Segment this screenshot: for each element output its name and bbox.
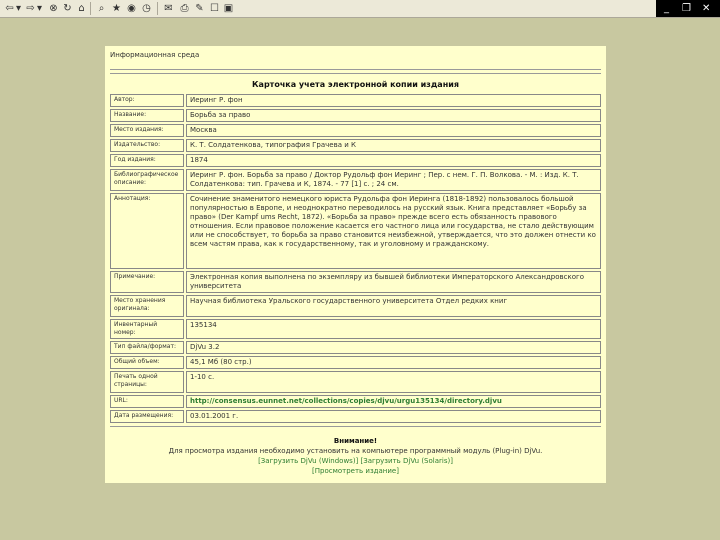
- row-value: DjVu 3.2: [186, 341, 601, 354]
- table-row: [110, 319, 601, 339]
- page-title: Карточка учета электронной копии издания: [252, 80, 459, 89]
- forward-icon[interactable]: ⇨: [26, 3, 35, 14]
- row-label: Год издания:: [110, 154, 184, 167]
- record-card: [105, 46, 606, 483]
- divider: [110, 69, 601, 70]
- row-value: Сочинение знаменитого немецкого юриста Рудольфа фон Иеринга (1818-1892) пользовалось большой популярностью в Европе, и неоднократно переводилось на русский язык. Книга представляет «Борьбу за право» (Der Kampf ums Recht, 1872). «Борьба за право» прежде всего есть обязанность правового отношения. Если правовое положение касается его частного лица или государства, не стало действующим или не способствует, то борьба за право становится неизбежной, утверждается, что это должен отнести ко всем частям права, как к государственному, так и уголовному и гражданскому.: [186, 193, 601, 269]
- divider: [110, 73, 601, 74]
- back-menu-icon[interactable]: ▾: [15, 3, 22, 14]
- table-row: [110, 356, 601, 369]
- row-value: Иеринг Р. фон. Борьба за право / Доктор Рудольф фон Иеринг ; Пер. с нем. Г. П. Волкова. - М. : Изд. К. Т. Солдатенкова: тип. Грачева и К, 1874. - 77 [1] с. ; 24 см.: [186, 169, 601, 191]
- row-label: Печать одной страницы:: [110, 371, 184, 393]
- row-value: Москва: [186, 124, 601, 137]
- table-row: [110, 295, 601, 317]
- window-controls: [656, 0, 720, 17]
- table-row: [110, 139, 601, 152]
- table-row: [110, 395, 601, 408]
- print-icon[interactable]: ⎙: [180, 3, 189, 14]
- favorites-icon[interactable]: ★: [112, 3, 121, 14]
- forward-menu-icon[interactable]: ▾: [36, 3, 43, 14]
- table-row: [110, 154, 601, 167]
- search-icon[interactable]: ⌕: [98, 3, 105, 14]
- row-label: Аннотация:: [110, 193, 184, 269]
- messenger-icon[interactable]: ▣: [223, 3, 234, 14]
- mail-icon[interactable]: ✉: [164, 3, 173, 14]
- back-icon[interactable]: ⇦: [5, 3, 14, 14]
- download-solaris-link[interactable]: [Загрузить DjVu (Solaris)]: [360, 457, 453, 465]
- minimize-button[interactable]: _: [664, 3, 669, 14]
- table-row: [110, 124, 601, 137]
- record-table: [108, 92, 603, 425]
- edit-icon[interactable]: ✎: [195, 3, 204, 14]
- history-icon[interactable]: ◷: [142, 3, 151, 14]
- home-icon[interactable]: ⌂: [78, 3, 85, 14]
- row-value: 1-10 с.: [186, 371, 601, 393]
- table-row: [110, 410, 601, 423]
- row-value: Научная библиотека Уральского государственного университета Отдел редких книг: [186, 295, 601, 317]
- url-link[interactable]: http://consensus.eunnet.net/collections/copies/djvu/urgu135134/directory.djvu: [186, 395, 601, 408]
- toolbar-separator: [157, 2, 158, 15]
- notice-text: Для просмотра издания необходимо установить на компьютере программный модуль (Plug-in) DjVu.: [168, 447, 543, 455]
- browser-toolbar: [0, 0, 720, 18]
- stop-icon[interactable]: ⊗: [49, 3, 58, 14]
- row-value: Борьба за право: [186, 109, 601, 122]
- row-label: Библиографическое описание:: [110, 169, 184, 191]
- view-edition-link[interactable]: [Просмотреть издание]: [312, 467, 399, 475]
- notice-warning: Внимание!: [333, 437, 378, 445]
- row-value: 45,1 Мб (80 стр.): [186, 356, 601, 369]
- row-value: Иеринг Р. фон: [186, 94, 601, 107]
- site-link[interactable]: Информационная среда: [110, 51, 200, 59]
- media-icon[interactable]: ◉: [127, 3, 136, 14]
- divider: [110, 426, 601, 427]
- row-label: Дата размещения:: [110, 410, 184, 423]
- row-label: Примечание:: [110, 271, 184, 293]
- row-label: Инвентарный номер:: [110, 319, 184, 339]
- table-row: [110, 271, 601, 293]
- refresh-icon[interactable]: ↻: [63, 3, 72, 14]
- row-value: 135134: [186, 319, 601, 339]
- table-row: [110, 193, 601, 269]
- row-value: 03.01.2001 г.: [186, 410, 601, 423]
- row-label: Издательство:: [110, 139, 184, 152]
- row-value: К. Т. Солдатенкова, типография Грачева и К: [186, 139, 601, 152]
- table-row: [110, 371, 601, 393]
- row-label: Общий объем:: [110, 356, 184, 369]
- table-row: [110, 169, 601, 191]
- discuss-icon[interactable]: ☐: [210, 3, 219, 14]
- table-row: [110, 94, 601, 107]
- notice-block: [105, 436, 606, 476]
- row-value: Электронная копия выполнена по экземпляру из бывшей библиотеки Императорского Александровского университета: [186, 271, 601, 293]
- row-label: URL:: [110, 395, 184, 408]
- table-row: [110, 109, 601, 122]
- close-button[interactable]: ✕: [702, 3, 711, 14]
- row-label: Место издания:: [110, 124, 184, 137]
- download-windows-link[interactable]: [Загрузить DjVu (Windows)]: [258, 457, 359, 465]
- row-label: Автор:: [110, 94, 184, 107]
- row-value: 1874: [186, 154, 601, 167]
- row-label: Название:: [110, 109, 184, 122]
- row-label: Тип файла/формат:: [110, 341, 184, 354]
- table-row: [110, 341, 601, 354]
- row-label: Место хранения оригинала:: [110, 295, 184, 317]
- toolbar-separator: [90, 2, 91, 15]
- restore-button[interactable]: ❐: [682, 3, 691, 14]
